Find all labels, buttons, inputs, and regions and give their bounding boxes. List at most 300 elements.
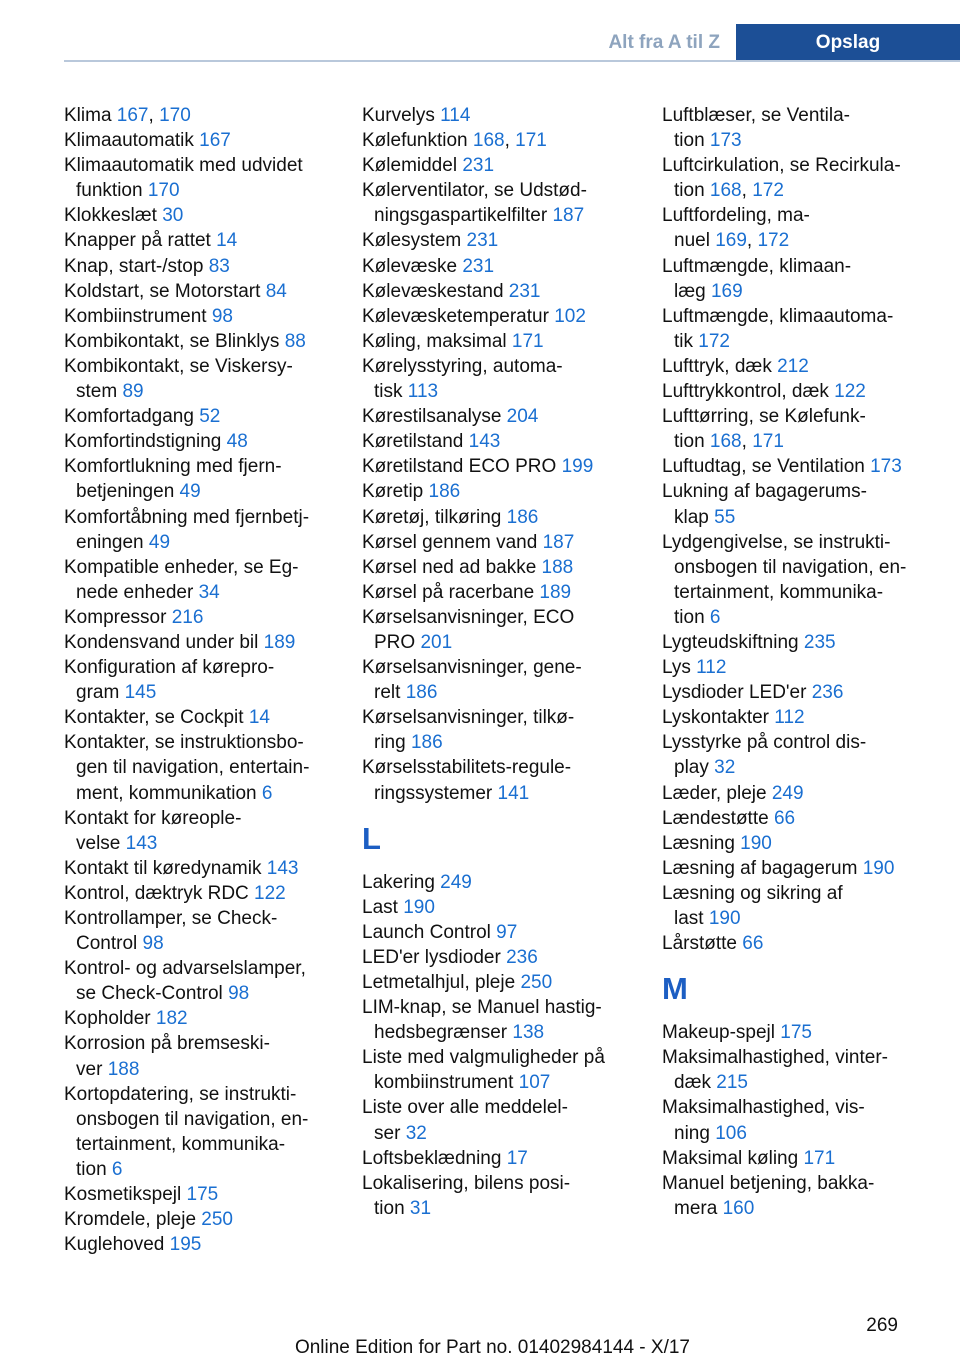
page-link[interactable]: 122 bbox=[254, 882, 286, 904]
page-link[interactable]: 122 bbox=[834, 381, 866, 403]
index-entry-text: nede enheder bbox=[76, 581, 199, 603]
index-entry bbox=[662, 856, 937, 881]
page-link[interactable]: 160 bbox=[722, 1197, 755, 1219]
page-link[interactable]: 88 bbox=[284, 330, 306, 352]
index-entry-line bbox=[64, 831, 339, 856]
page-link[interactable]: 201 bbox=[420, 631, 453, 653]
index-entry-text: Lukning af bagagerums- bbox=[662, 481, 867, 503]
page-link[interactable]: 171 bbox=[752, 431, 784, 453]
index-entry-text: Kompatible enheder, se Eg- bbox=[64, 556, 299, 578]
page-link[interactable]: 190 bbox=[403, 896, 435, 918]
index-entry-line bbox=[64, 555, 339, 580]
index-entry-line bbox=[662, 580, 937, 605]
index-entry-text: Kontrollamper, se Check- bbox=[64, 908, 278, 929]
index-entry-line bbox=[64, 730, 339, 755]
index-entry-text: Korrosion på bremseski- bbox=[64, 1033, 270, 1055]
index-entry bbox=[662, 153, 937, 203]
index-entry-text: mera bbox=[674, 1197, 723, 1219]
index-entry-text: Kørestilsanalyse bbox=[362, 406, 507, 428]
index-entry-line bbox=[362, 755, 637, 780]
index-entry-text: Konfiguration af kørepro- bbox=[64, 657, 275, 679]
page-link[interactable]: 188 bbox=[541, 556, 574, 578]
index-entry-line bbox=[362, 254, 637, 279]
index-entry-text: tisk bbox=[374, 381, 408, 403]
index-entry-line bbox=[362, 555, 637, 580]
index-entry-line bbox=[64, 203, 339, 228]
page-separator: , bbox=[741, 431, 753, 453]
page-link[interactable]: 49 bbox=[148, 531, 171, 553]
page-link[interactable]: 199 bbox=[561, 456, 594, 478]
index-entry-line bbox=[362, 128, 637, 153]
index-entry-text: Lygteudskiftning bbox=[662, 631, 804, 653]
index-entry bbox=[64, 705, 339, 730]
page-link[interactable]: 173 bbox=[870, 456, 902, 478]
page-link[interactable]: 172 bbox=[752, 180, 784, 202]
page-link[interactable]: 6 bbox=[261, 782, 273, 804]
page-link[interactable]: 32 bbox=[714, 757, 736, 779]
index-entry-line bbox=[662, 881, 937, 906]
page-link[interactable]: 83 bbox=[208, 255, 230, 277]
index-entry-line bbox=[64, 103, 339, 128]
index-entry-line bbox=[362, 705, 637, 730]
index-entry-text: Kondensvand under bil bbox=[64, 631, 264, 653]
index-entry-text: ser bbox=[374, 1122, 406, 1144]
page-link[interactable]: 14 bbox=[248, 707, 270, 729]
index-entry bbox=[362, 178, 637, 228]
index-entry bbox=[662, 806, 937, 831]
index-entry-text: gen til navigation, entertain- bbox=[76, 757, 310, 779]
index-entry-line bbox=[662, 605, 937, 630]
page-link[interactable]: 182 bbox=[155, 1008, 188, 1030]
index-entry-line bbox=[362, 379, 637, 404]
index-entry-line bbox=[662, 279, 937, 304]
page-link[interactable]: 141 bbox=[497, 782, 530, 804]
index-entry-line bbox=[64, 454, 339, 479]
index-entry-line bbox=[64, 655, 339, 680]
index-entry bbox=[662, 730, 937, 780]
index-entry-line bbox=[362, 228, 637, 253]
index-entry-text: tion bbox=[674, 130, 710, 152]
index-entry-line bbox=[64, 856, 339, 881]
page-link[interactable]: 168 bbox=[709, 431, 742, 453]
index-entry-line bbox=[662, 1171, 937, 1196]
index-entry-line bbox=[362, 1196, 637, 1221]
index-entry-text: Lufttryk, dæk bbox=[662, 355, 778, 377]
index-entry-text: ningsgaspartikelfilter bbox=[374, 205, 553, 227]
index-entry-text: Køretip bbox=[362, 481, 429, 503]
index-entry bbox=[362, 945, 637, 970]
page-link[interactable]: 249 bbox=[771, 782, 804, 804]
index-entry-line bbox=[64, 630, 339, 655]
index-entry-line bbox=[64, 505, 339, 530]
index-entry bbox=[362, 329, 637, 354]
index-entry bbox=[64, 354, 339, 404]
index-entry-text: Kølevæsketemperatur bbox=[362, 305, 555, 327]
index-entry-line bbox=[64, 479, 339, 504]
page-link[interactable]: 170 bbox=[159, 105, 191, 126]
page-link[interactable]: 98 bbox=[228, 983, 250, 1005]
index-entry-line bbox=[362, 429, 637, 454]
page-link[interactable]: 170 bbox=[147, 180, 180, 202]
index-entry-text: Klimaautomatik bbox=[64, 130, 200, 152]
index-entry-text: Kørelysstyring, automa- bbox=[362, 355, 563, 377]
index-entry-line bbox=[362, 730, 637, 755]
index-entry-text: Kølevæske bbox=[362, 255, 463, 277]
index-entry bbox=[362, 655, 637, 705]
index-entry-text: Lufttørring, se Kølefunk- bbox=[662, 406, 866, 428]
page-link[interactable]: 250 bbox=[201, 1209, 233, 1231]
page-link[interactable]: 34 bbox=[198, 581, 220, 603]
index-entry-text: Klokkeslæt bbox=[64, 205, 163, 227]
page-link[interactable]: 107 bbox=[518, 1072, 551, 1094]
index-entry bbox=[362, 404, 637, 429]
page-link[interactable]: 143 bbox=[468, 431, 501, 453]
index-entry-text: relt bbox=[374, 682, 406, 704]
page-link[interactable]: 171 bbox=[803, 1147, 836, 1169]
index-column-2 bbox=[362, 103, 637, 1221]
page-link[interactable]: 188 bbox=[107, 1058, 140, 1080]
page-link[interactable]: 14 bbox=[216, 230, 238, 252]
index-entry-line bbox=[362, 781, 637, 806]
index-entry-text: tion bbox=[76, 1158, 112, 1180]
index-entry-line bbox=[362, 630, 637, 655]
page-link[interactable]: 250 bbox=[520, 972, 553, 993]
page-link[interactable]: 145 bbox=[124, 682, 157, 704]
index-entry-text: Last bbox=[362, 896, 404, 918]
page-link[interactable]: 143 bbox=[266, 857, 299, 879]
page-link[interactable]: 143 bbox=[125, 832, 158, 854]
page-link[interactable]: 195 bbox=[169, 1234, 202, 1256]
index-entry-line bbox=[362, 995, 637, 1020]
chapter-tab[interactable]: Opslag bbox=[736, 24, 960, 62]
index-entry-text: Kontakt for køreople- bbox=[64, 807, 242, 829]
index-entry bbox=[662, 881, 937, 931]
page-link[interactable]: 32 bbox=[405, 1122, 427, 1144]
page-link[interactable]: 84 bbox=[265, 280, 287, 302]
index-entry-text: Lyskontakter bbox=[662, 707, 775, 729]
index-entry-text: Lændestøtte bbox=[662, 807, 774, 829]
index-entry-text: tion bbox=[674, 606, 710, 628]
index-entry-text: Luftudtag, se Ventilation bbox=[662, 456, 871, 478]
index-entry bbox=[64, 881, 339, 906]
page-link[interactable]: 175 bbox=[186, 1184, 219, 1206]
index-entry-line bbox=[64, 981, 339, 1006]
index-entry bbox=[64, 153, 339, 203]
index-entry-line bbox=[64, 329, 339, 354]
index-entry-line bbox=[362, 655, 637, 680]
index-entry-line bbox=[362, 1121, 637, 1146]
page-link[interactable]: 168 bbox=[709, 180, 742, 202]
index-entry-text: Kuglehoved bbox=[64, 1234, 170, 1256]
index-entry-line bbox=[362, 945, 637, 970]
index-entry-text: Maksimalhastighed, vis- bbox=[662, 1097, 865, 1119]
page-link[interactable]: 98 bbox=[211, 305, 233, 327]
index-entry bbox=[362, 304, 637, 329]
index-entry-line bbox=[662, 1020, 937, 1045]
page-link[interactable]: 231 bbox=[462, 255, 495, 277]
index-entry-text: LED'er lysdioder bbox=[362, 946, 507, 968]
index-entry bbox=[64, 304, 339, 329]
index-entry bbox=[662, 379, 937, 404]
index-entry bbox=[662, 404, 937, 454]
index-entry-line bbox=[662, 254, 937, 279]
page-link[interactable]: 173 bbox=[709, 130, 742, 152]
index-entry-text: Kørselsanvisninger, tilkø- bbox=[362, 707, 575, 729]
index-entry-line bbox=[662, 530, 937, 555]
page-link[interactable]: 171 bbox=[515, 130, 547, 152]
page-link[interactable]: 189 bbox=[539, 581, 572, 603]
index-entry-text: Kromdele, pleje bbox=[64, 1209, 202, 1231]
index-entry-line bbox=[362, 153, 637, 178]
index-entry-text: Komfortåbning med fjernbetj- bbox=[64, 506, 310, 528]
page-link[interactable]: 169 bbox=[710, 280, 743, 302]
index-entry-line bbox=[662, 1196, 937, 1221]
index-entry-line bbox=[662, 128, 937, 153]
index-entry-text: Kørselsanvisninger, gene- bbox=[362, 657, 582, 679]
index-entry bbox=[362, 479, 637, 504]
index-entry-line bbox=[362, 870, 637, 895]
index-entry-line bbox=[662, 806, 937, 831]
index-entry bbox=[662, 354, 937, 379]
page-link[interactable]: 236 bbox=[811, 682, 844, 704]
index-entry bbox=[362, 103, 637, 128]
index-entry-line bbox=[64, 354, 339, 379]
index-entry-line bbox=[362, 605, 637, 630]
page-link[interactable]: 216 bbox=[171, 606, 204, 628]
page-link[interactable]: 186 bbox=[410, 732, 443, 754]
page-link[interactable]: 30 bbox=[162, 205, 184, 227]
index-entry-text: Letmetalhjul, pleje bbox=[362, 972, 521, 993]
index-entry bbox=[662, 1146, 937, 1171]
page-link[interactable]: 175 bbox=[780, 1022, 812, 1044]
page-link[interactable]: 17 bbox=[506, 1147, 528, 1169]
page-link[interactable]: 106 bbox=[715, 1122, 747, 1144]
page-link[interactable]: 112 bbox=[774, 707, 805, 729]
index-entry-text: Lysstyrke på control dis- bbox=[662, 732, 867, 754]
index-entry-text: Kombikontakt, se Viskersy- bbox=[64, 355, 293, 377]
index-entry-line bbox=[662, 856, 937, 881]
index-entry-line bbox=[64, 530, 339, 555]
index-entry-line bbox=[362, 505, 637, 530]
page-link[interactable]: 190 bbox=[740, 832, 772, 854]
index-entry-line bbox=[64, 881, 339, 906]
page-link[interactable]: 186 bbox=[506, 506, 539, 528]
page-link[interactable]: 249 bbox=[440, 871, 472, 893]
index-entry-text: Lysdioder LED'er bbox=[662, 682, 812, 704]
page-link[interactable]: 235 bbox=[803, 631, 836, 653]
index-entry-line bbox=[362, 895, 637, 920]
index-entry bbox=[362, 605, 637, 655]
index-entry bbox=[64, 1207, 339, 1232]
index-entry bbox=[362, 1171, 637, 1221]
index-entry-text: Kørsel på racerbane bbox=[362, 581, 540, 603]
index-entry-line bbox=[662, 329, 937, 354]
index-entry-line bbox=[64, 806, 339, 831]
index-entry-text: Kørselsstabilitets-regule- bbox=[362, 757, 572, 779]
page-link[interactable]: 187 bbox=[542, 531, 575, 553]
page-link[interactable]: 231 bbox=[466, 230, 499, 252]
page-link[interactable]: 172 bbox=[757, 230, 790, 252]
page-link[interactable]: 6 bbox=[111, 1158, 123, 1180]
index-entry bbox=[64, 605, 339, 630]
page-link[interactable]: 169 bbox=[715, 230, 747, 252]
page-link[interactable]: 167 bbox=[199, 130, 231, 152]
index-entry-text: Læsning og sikring af bbox=[662, 882, 843, 904]
index-entry bbox=[662, 705, 937, 730]
page-link[interactable]: 113 bbox=[407, 381, 439, 403]
index-entry-text: ning bbox=[674, 1122, 716, 1144]
index-entry-text: Kølesystem bbox=[362, 230, 467, 252]
index-entry-text: Control bbox=[76, 933, 143, 955]
index-column-1 bbox=[64, 103, 339, 1257]
index-entry-line bbox=[362, 1095, 637, 1120]
index-entry-line bbox=[362, 1171, 637, 1196]
index-entry bbox=[362, 1045, 637, 1095]
page-separator: , bbox=[148, 105, 160, 126]
page-link[interactable]: 98 bbox=[142, 933, 164, 955]
page-link[interactable]: 6 bbox=[709, 606, 721, 628]
page-link[interactable]: 138 bbox=[512, 1022, 545, 1044]
index-entry bbox=[64, 329, 339, 354]
index-entry-text: ment, kommunikation bbox=[76, 782, 262, 804]
page-link[interactable]: 49 bbox=[179, 481, 201, 503]
page-link[interactable]: 204 bbox=[506, 406, 539, 428]
page-link[interactable]: 172 bbox=[698, 330, 730, 352]
index-entry bbox=[64, 555, 339, 605]
index-entry-text: Lufttrykkontrol, dæk bbox=[662, 381, 835, 403]
page-link[interactable]: 190 bbox=[708, 908, 741, 929]
index-entry-text: Luftmængde, klimaautoma- bbox=[662, 305, 894, 327]
page-link[interactable]: 48 bbox=[226, 431, 248, 453]
index-entry bbox=[64, 806, 339, 856]
page-link[interactable]: 231 bbox=[462, 155, 495, 177]
index-entry-line bbox=[662, 103, 937, 128]
index-entry-line bbox=[64, 1232, 339, 1257]
page-link[interactable]: 231 bbox=[508, 280, 541, 302]
page-link[interactable]: 112 bbox=[696, 657, 727, 679]
index-entry-line bbox=[64, 781, 339, 806]
index-entry bbox=[662, 454, 937, 479]
header-rule bbox=[64, 60, 960, 62]
index-entry-text: Liste over alle meddelel- bbox=[362, 1097, 568, 1119]
index-entry-text: Klima bbox=[64, 105, 117, 126]
page-link[interactable]: 114 bbox=[440, 105, 471, 126]
index-entry-line bbox=[64, 580, 339, 605]
index-entry-text: stem bbox=[76, 381, 123, 403]
index-entry bbox=[362, 228, 637, 253]
index-entry-text: Kølevæskestand bbox=[362, 280, 509, 302]
index-entry bbox=[662, 655, 937, 680]
page-link[interactable]: 186 bbox=[428, 481, 461, 503]
index-entry bbox=[362, 755, 637, 805]
index-entry-text: læg bbox=[674, 280, 711, 302]
index-entry-text: Kopholder bbox=[64, 1008, 156, 1030]
index-entry-text: Kølefunktion bbox=[362, 130, 473, 152]
page-link[interactable]: 102 bbox=[554, 305, 586, 327]
index-entry-line bbox=[362, 329, 637, 354]
index-entry-text: Kortopdatering, se instrukti- bbox=[64, 1083, 297, 1105]
index-entry-line bbox=[662, 1146, 937, 1171]
page-link[interactable]: 168 bbox=[472, 130, 505, 152]
index-entry-line bbox=[64, 755, 339, 780]
page-separator: , bbox=[746, 230, 758, 252]
index-entry-line bbox=[362, 404, 637, 429]
page-link[interactable]: 189 bbox=[263, 631, 296, 653]
index-entry bbox=[362, 895, 637, 920]
index-entry bbox=[362, 429, 637, 454]
index-entry-text: Kørsel gennem vand bbox=[362, 531, 543, 553]
index-entry-line bbox=[362, 203, 637, 228]
index-entry-text: Lakering bbox=[362, 871, 441, 893]
index-entry-line bbox=[662, 781, 937, 806]
index-entry bbox=[662, 831, 937, 856]
index-entry-text: Kurvelys bbox=[362, 105, 441, 126]
index-entry-text: Manuel betjening, bakka- bbox=[662, 1172, 875, 1194]
page-link[interactable]: 31 bbox=[409, 1197, 432, 1219]
index-entry-text: ringssystemer bbox=[374, 782, 498, 804]
index-entry-text: Køretøj, tilkøring bbox=[362, 506, 507, 528]
index-entry-text: tertainment, kommunika- bbox=[76, 1133, 286, 1155]
index-entry bbox=[362, 870, 637, 895]
index-entry bbox=[362, 279, 637, 304]
index-entry-line bbox=[662, 931, 937, 956]
page-link[interactable]: 236 bbox=[506, 946, 538, 968]
index-entry-text: ring bbox=[374, 732, 411, 754]
page-link[interactable]: 187 bbox=[552, 205, 585, 227]
page-link[interactable]: 215 bbox=[716, 1072, 748, 1094]
index-entry bbox=[64, 730, 339, 805]
index-entry-text: tion bbox=[674, 431, 710, 453]
page-link[interactable]: 167 bbox=[116, 105, 149, 126]
page-link[interactable]: 55 bbox=[714, 506, 736, 528]
page-link[interactable]: 66 bbox=[773, 807, 796, 829]
page-link[interactable]: 171 bbox=[511, 330, 544, 352]
page-link[interactable]: 66 bbox=[742, 933, 764, 955]
index-entry-line bbox=[64, 931, 339, 956]
index-entry-text: Loftsbeklædning bbox=[362, 1147, 507, 1169]
index-entry-line bbox=[662, 730, 937, 755]
index-entry-text: Lårstøtte bbox=[662, 933, 743, 955]
page-link[interactable]: 212 bbox=[777, 355, 809, 377]
index-entry-line bbox=[662, 228, 937, 253]
index-entry-text: kombiinstrument bbox=[374, 1072, 519, 1094]
index-entry-line bbox=[362, 454, 637, 479]
index-entry-text: LIM-knap, se Manuel hastig- bbox=[362, 997, 602, 1019]
index-entry bbox=[64, 128, 339, 153]
index-entry-line bbox=[64, 228, 339, 253]
index-entry-line bbox=[662, 203, 937, 228]
index-entry-text: tion bbox=[674, 180, 710, 202]
index-entry-text: Kontrol, dæktryk RDC bbox=[64, 882, 255, 904]
page-separator: , bbox=[741, 180, 753, 202]
index-entry bbox=[64, 1031, 339, 1081]
index-entry-text: Lys bbox=[662, 657, 697, 679]
index-entry-text: tion bbox=[374, 1197, 410, 1219]
page-link[interactable]: 89 bbox=[122, 381, 144, 403]
index-entry-line bbox=[64, 1132, 339, 1157]
index-entry-line bbox=[662, 705, 937, 730]
index-entry bbox=[362, 970, 637, 995]
index-entry-line bbox=[662, 1095, 937, 1120]
index-entry-text: Læder, pleje bbox=[662, 782, 772, 804]
index-entry bbox=[662, 203, 937, 253]
section-tab[interactable]: Alt fra A til Z bbox=[608, 32, 720, 53]
page-link[interactable]: 52 bbox=[199, 406, 221, 428]
page-link[interactable]: 190 bbox=[862, 857, 895, 879]
page-link[interactable]: 97 bbox=[496, 921, 518, 943]
index-entry-line bbox=[362, 479, 637, 504]
page-link[interactable]: 186 bbox=[405, 682, 438, 704]
